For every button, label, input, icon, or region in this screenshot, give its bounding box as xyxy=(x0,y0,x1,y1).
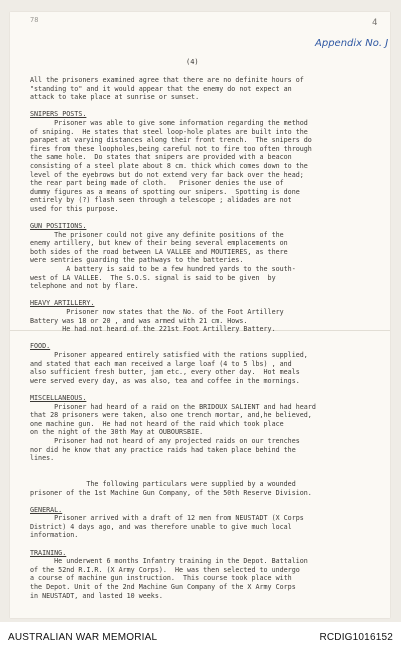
body-line: of the 52nd R.I.R. (X Army Corps). He was then selected to undergo xyxy=(30,565,300,574)
body-line: and stated that each man received a large loaf (4 to 5 lbs) , and xyxy=(30,359,292,368)
body-line: the same hole. Do states that snipers are provided with a beacon xyxy=(30,153,292,162)
body-line: also sufficient fresh butter, jam etc., every other day. Hot meals xyxy=(30,368,300,377)
body-line: Prisoner was able to give some information regarding the method xyxy=(30,118,308,127)
body-line: level of the eyebrows but do not extend very far back over the head; xyxy=(30,170,304,179)
body-line: Prisoner arrived with a draft of 12 men from NEUSTADT (X Corps xyxy=(30,514,304,523)
section-heading: GUN POSITIONS. xyxy=(30,222,87,231)
body-line: of sniping. He states that steel loop-hole plates are built into the xyxy=(30,127,308,136)
body-line: Prisoner had not heard of any projected raids on our trenches xyxy=(30,436,300,445)
body-line: the rear part being made of cloth. Prisoner denies the use of xyxy=(30,179,284,188)
section-heading: MISCELLANEOUS. xyxy=(30,393,87,402)
body-line: a course of machine gun instruction. This course took place with xyxy=(30,574,292,583)
page-sequence-number: (4) xyxy=(186,58,199,66)
section-heading: FOOD. xyxy=(30,342,51,351)
body-line: He had not heard of the 221st Foot Artillery Battery. xyxy=(30,325,276,334)
footer-source: AUSTRALIAN WAR MEMORIAL xyxy=(8,632,158,643)
body-line: The prisoner could not give any definite positions of the xyxy=(30,230,284,239)
blank-line xyxy=(30,497,385,506)
blank-line xyxy=(30,102,385,111)
footer-reference: RCDIG1016152 xyxy=(319,632,393,643)
body-line: that 28 prisoners were taken, also one trench mortar, and,he believed, xyxy=(30,411,312,420)
body-line: parapet at varying distances along their front trench. The snipers do xyxy=(30,136,312,145)
section-heading: SNIPERS POSTS. xyxy=(30,110,87,119)
body-line: District) 4 days ago, and was therefore unable to give much local xyxy=(30,522,292,531)
reference-mark: 78 xyxy=(30,16,39,24)
body-line: Prisoner appeared entirely satisfied with the rations supplied, xyxy=(30,351,308,359)
blank-line xyxy=(30,334,385,343)
body-line: The following particulars were supplied by a wounded xyxy=(30,479,296,488)
body-line: Prisoner had heard of a raid on the BRIDOUX SALIENT and had heard xyxy=(30,402,316,411)
body-line: lines. xyxy=(30,454,55,463)
body-line: Prisoner now states that the No. of the Foot Artillery xyxy=(30,308,284,317)
body-line: telephone and not by flare. xyxy=(30,282,139,291)
body-line: west of LA VALLEE. The S.O.S. signal is said to be given by xyxy=(30,273,276,282)
body-line: He underwent 6 months Infantry training in the Depot. Battalion xyxy=(30,557,308,566)
blank-line xyxy=(30,471,385,480)
body-line: the Depot. Unit of the 2nd Machine Gun Company of the X Army Corps xyxy=(30,583,296,592)
blank-line xyxy=(30,214,385,223)
blank-line xyxy=(30,291,385,300)
body-line: used for this purpose. xyxy=(30,204,119,213)
body-line: nor did he know that any practice raids had taken place behind the xyxy=(30,445,296,454)
body-line: both sides of the road between LA VALLEE and MOUTIERES, as there xyxy=(30,247,288,256)
body-line: All the prisoners examined agree that there are no definite hours of xyxy=(30,76,304,84)
blank-line xyxy=(30,463,385,472)
body-line: on the night of the 30th May at OUBOURSBIE. xyxy=(30,428,204,437)
blank-line xyxy=(30,385,385,394)
footer xyxy=(0,622,401,654)
body-line: information. xyxy=(30,531,79,540)
body-line: in NEUSTADT, and lasted 10 weeks. xyxy=(30,591,163,600)
appendix-label: Appendix No. J xyxy=(315,38,389,49)
body-line: A battery is said to be a few hundred yards to the south- xyxy=(30,265,296,274)
body-line: attack to take place at sunrise or sunset. xyxy=(30,93,200,102)
body-line: consisting of a steel plate about 8 cm. thick which comes down to the xyxy=(30,161,308,170)
body-line: "standing to" and it would appear that the enemy do not expect an xyxy=(30,84,292,93)
blank-line xyxy=(30,540,385,549)
body-line: one machine gun. He had not heard of the raid which took place xyxy=(30,419,284,428)
section-heading: GENERAL. xyxy=(30,505,63,514)
body-line: entirely by (?) flash seen through a telescope ; alidades are not xyxy=(30,196,292,205)
body-line: enemy artillery, but knew of their being several emplacements on xyxy=(30,239,288,248)
body-line: were sentries guarding the pathways to the batteries. xyxy=(30,256,244,265)
page-number-corner: 4 xyxy=(372,18,378,28)
body-line: Battery was 18 or 20 , and was armed with 21 cm. Hows. xyxy=(30,316,248,325)
body-line: were served every day, as was also, tea and coffee in the mornings. xyxy=(30,376,300,385)
document-body xyxy=(30,76,385,600)
section-heading: HEAVY ARTILLERY. xyxy=(30,299,95,308)
body-line: fires from these loopholes,being careful not to fire too often through xyxy=(30,144,312,153)
body-line: prisoner of the 1st Machine Gun Company, of the 50th Reserve Division. xyxy=(30,488,312,497)
section-heading: TRAINING. xyxy=(30,548,67,557)
body-line: dummy figures as a means of spotting our snipers. Spotting is done xyxy=(30,187,300,196)
